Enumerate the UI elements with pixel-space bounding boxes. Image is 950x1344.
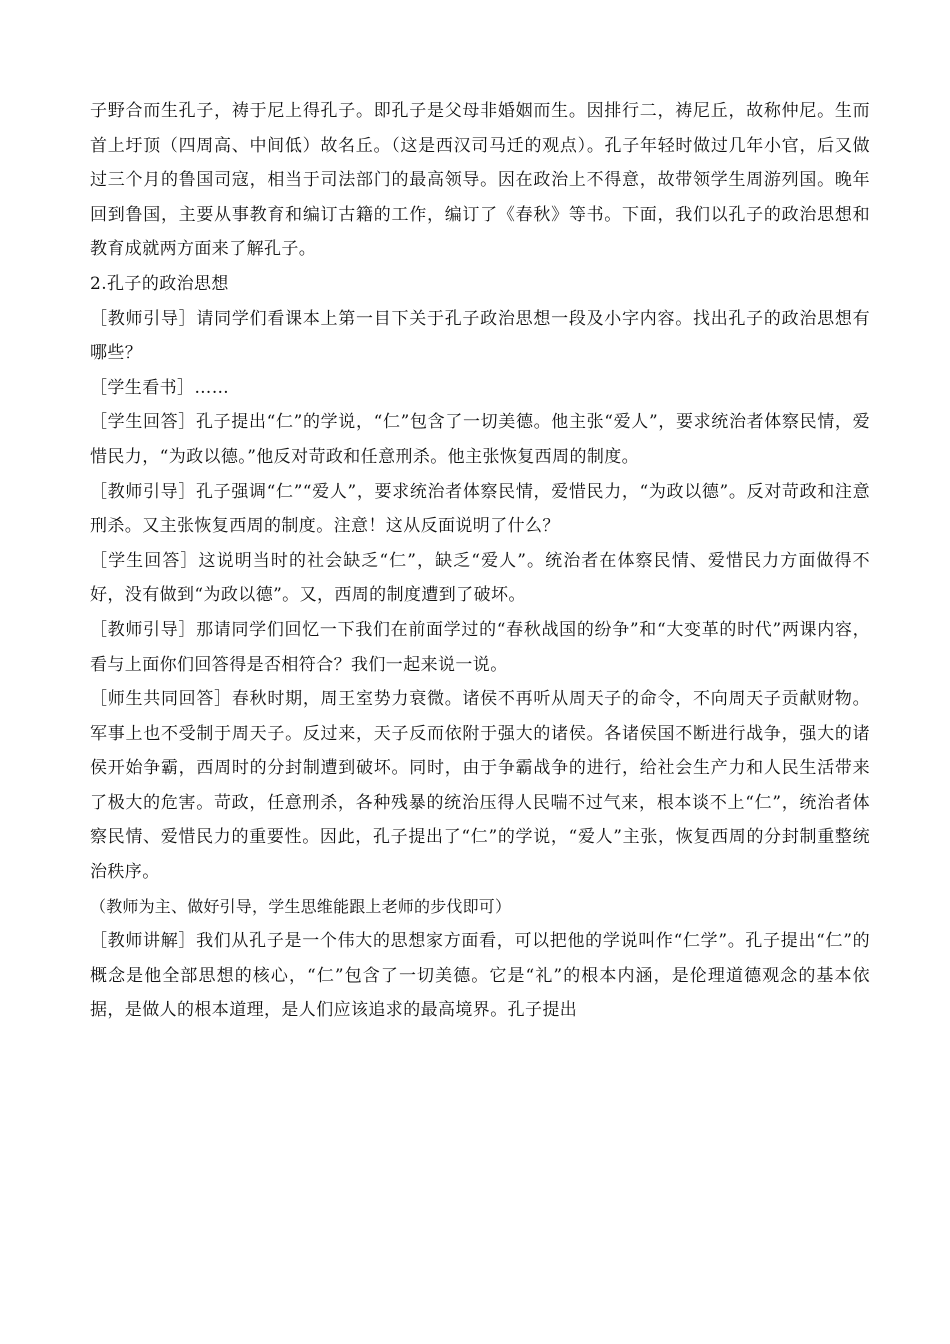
paragraph-teacher-explanation: ［教师讲解］我们从孔子是一个伟大的思想家方面看，可以把他的学说叫作“仁学”。孔子提出“仁”的概念是他全部思想的核心，“仁”包含了一切美德。它是“礼”的根本内涵，是伦理道德观念的基本依据，是做人的根本道理，是人们应该追求的最高境界。孔子提出 — [90, 931, 870, 1021]
section-heading-political-thought: 2.孔子的政治思想 — [90, 273, 229, 294]
paragraph-student-answer-1: ［学生回答］孔子提出“仁”的学说，“仁”包含了一切美德。他主张“爱人”，要求统治者体察民情，爱惜民力，“为政以德。”他反对苛政和任意刑杀。他主张恢复西周的制度。 — [90, 412, 870, 467]
paragraph-student-reading: ［学生看书］…… — [90, 377, 230, 398]
paragraph-biography: 子野合而生孔子，祷于尼上得孔子。即孔子是父母非婚姻而生。因排行二，祷尼丘，故称仲尼。生而首上圩顶（四周高、中间低）故名丘。（这是西汉司马迁的观点）。孔子年轻时做过几年小官，后又做过三个月的鲁国司寇，相当于司法部门的最高领导。因在政治上不得意，故带领学生周游列国。晚年回到鲁国，主要从事教育和编订古籍的工作，编订了《春秋》等书。下面，我们以孔子的政治思想和教育成就两方面来了解孔子。 — [90, 101, 870, 260]
paragraph-teaching-note: （教师为主、做好引导，学生思维能跟上老师的步伐即可） — [90, 896, 512, 916]
paragraph-student-answer-2: ［学生回答］这说明当时的社会缺乏“仁”，缺乏“爱人”。统治者在体察民情、爱惜民力方面做得不好，没有做到“为政以德”。又，西周的制度遭到了破坏。 — [90, 550, 870, 606]
paragraph-teacher-guide-3: ［教师引导］那请同学们回忆一下我们在前面学过的“春秋战国的纷争”和“大变革的时代”两课内容，看与上面你们回答得是否相符合？我们一起来说一说。 — [90, 619, 870, 675]
paragraph-teacher-guide-2: ［教师引导］孔子强调“仁”“爱人”，要求统治者体察民情，爱惜民力，“为政以德”。反对苛政和注意刑杀。又主张恢复西周的制度。注意！这从反面说明了什么？ — [90, 481, 870, 537]
paragraph-teacher-guide-1: ［教师引导］请同学们看课本上第一目下关于孔子政治思想一段及小字内容。找出孔子的政治思想有哪些？ — [90, 308, 870, 364]
paragraph-joint-answer: ［师生共同回答］春秋时期，周王室势力衰微。诸侯不再听从周天子的命令，不向周天子贡献财物。军事上也不受制于周天子。反过来，天子反而依附于强大的诸侯。各诸侯国不断进行战争，强大的诸侯开始争霸，西周时的分封制遭到破坏。同时，由于争霸战争的进行，给社会生产力和人民生活带来了极大的危害。苛政，任意刑杀，各种残暴的统治压得人民喘不过气来，根本谈不上“仁”，统治者体察民情、爱惜民力的重要性。因此，孔子提出了“仁”的学说，“爱人”主张，恢复西周的分封制重整统治秩序。 — [90, 689, 870, 883]
document-page — [90, 94, 870, 1028]
